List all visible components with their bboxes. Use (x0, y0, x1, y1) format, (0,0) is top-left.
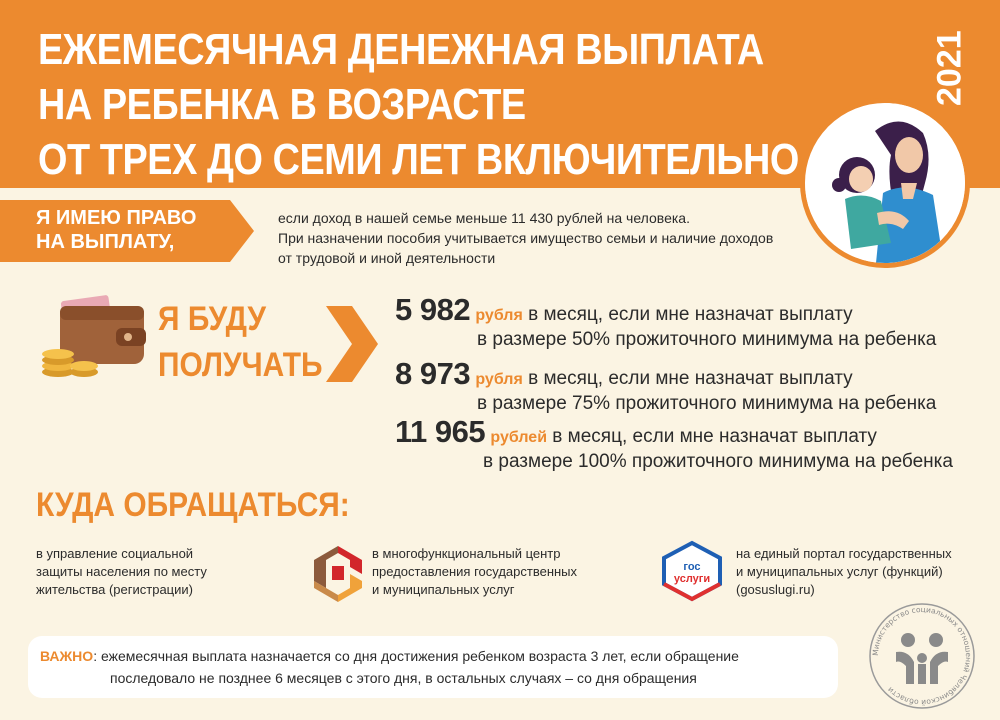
apply-option-social-protection (36, 545, 207, 599)
payment-option (395, 356, 937, 416)
apply-option-mfc (372, 545, 577, 599)
eligibility-text-line: от трудовой и иной деятельности (278, 250, 496, 266)
eligibility-text-line: если доход в нашей семье меньше 11 430 рублей на человека. (278, 210, 690, 226)
gos-logo-text: гос (683, 561, 701, 573)
apply-option-line: (gosuslugi.ru) (736, 582, 815, 597)
svg-text:Министерство социальных отноше: Министерство социальных отношений Челябинской области (870, 604, 974, 708)
important-lead: ВАЖНО (40, 648, 94, 664)
apply-option-line: и муниципальных услуг (372, 582, 515, 597)
payment-condition: в размере 50% прожиточного минимума на ребенка (477, 329, 937, 350)
title-line: ОТ ТРЕХ ДО СЕМИ ЛЕТ ВКЛЮЧИТЕЛЬНО (38, 135, 799, 184)
important-line-1: : ежемесячная выплата назначается со дня достижения ребенком возраста 3 лет, если обращение (93, 648, 739, 664)
eligibility-text (278, 208, 808, 268)
apply-option-gosuslugi (736, 545, 952, 599)
apply-option-line: в многофункциональный центр (372, 546, 561, 561)
receive-label-line: Я БУДУ (158, 300, 266, 338)
title-line: ЕЖЕМЕСЯЧНАЯ ДЕНЕЖНАЯ ВЫПЛАТА (38, 25, 764, 74)
apply-option-line: защиты населения по месту (36, 564, 207, 579)
payment-unit: рублей (490, 429, 548, 446)
chevron-right-icon (322, 302, 382, 386)
payment-unit: рубля (475, 371, 523, 388)
apply-option-line: предоставления государственных (372, 564, 578, 579)
important-line-2: последовало не позднее 6 месяцев с этого дня, в остальных случаях – со дня обращения (110, 670, 697, 686)
eligibility-arrow (230, 200, 254, 262)
eligibility-label (36, 206, 196, 254)
mother-child-illustration (800, 98, 970, 268)
payment-condition: в размере 100% прожиточного минимума на ребенка (483, 451, 953, 472)
gosuslugi-logo-icon (660, 540, 724, 602)
payment-condition: в размере 75% прожиточного минимума на ребенка (477, 393, 937, 414)
payment-text: в месяц, если мне назначат выплату (547, 426, 877, 447)
year-label: 2021 (930, 30, 969, 106)
payment-amount: 5 982 (395, 292, 471, 327)
ministry-seal-logo (866, 600, 978, 712)
payment-unit: рубля (475, 307, 523, 324)
payment-option (395, 292, 937, 352)
important-note (40, 645, 739, 689)
mfc-logo-icon (312, 544, 364, 602)
apply-option-line: и муниципальных услуг (функций) (736, 564, 943, 579)
apply-option-line: в управление социальной (36, 546, 194, 561)
payment-amount: 11 965 (395, 414, 486, 449)
eligibility-label-line: НА ВЫПЛАТУ, (36, 231, 175, 253)
where-to-apply-title: КУДА ОБРАЩАТЬСЯ: (36, 486, 350, 524)
page-title (38, 22, 799, 187)
receive-label (158, 296, 323, 388)
eligibility-text-line: При назначении пособия учитывается имущество семьи и наличие доходов (278, 230, 774, 246)
apply-option-line: жительства (регистрации) (36, 582, 193, 597)
wallet-coins-icon (40, 290, 150, 380)
payment-amount: 8 973 (395, 356, 471, 391)
eligibility-label-line: Я ИМЕЮ ПРАВО (36, 207, 197, 229)
uslugi-logo-text: услуги (673, 573, 711, 585)
apply-option-line: на единый портал государственных (736, 546, 952, 561)
receive-label-line: ПОЛУЧАТЬ (158, 346, 323, 384)
title-line: НА РЕБЕНКА В ВОЗРАСТЕ (38, 80, 526, 129)
payment-text: в месяц, если мне назначат выплату (522, 304, 853, 325)
payment-text: в месяц, если мне назначат выплату (522, 368, 853, 389)
payment-option (395, 414, 953, 474)
